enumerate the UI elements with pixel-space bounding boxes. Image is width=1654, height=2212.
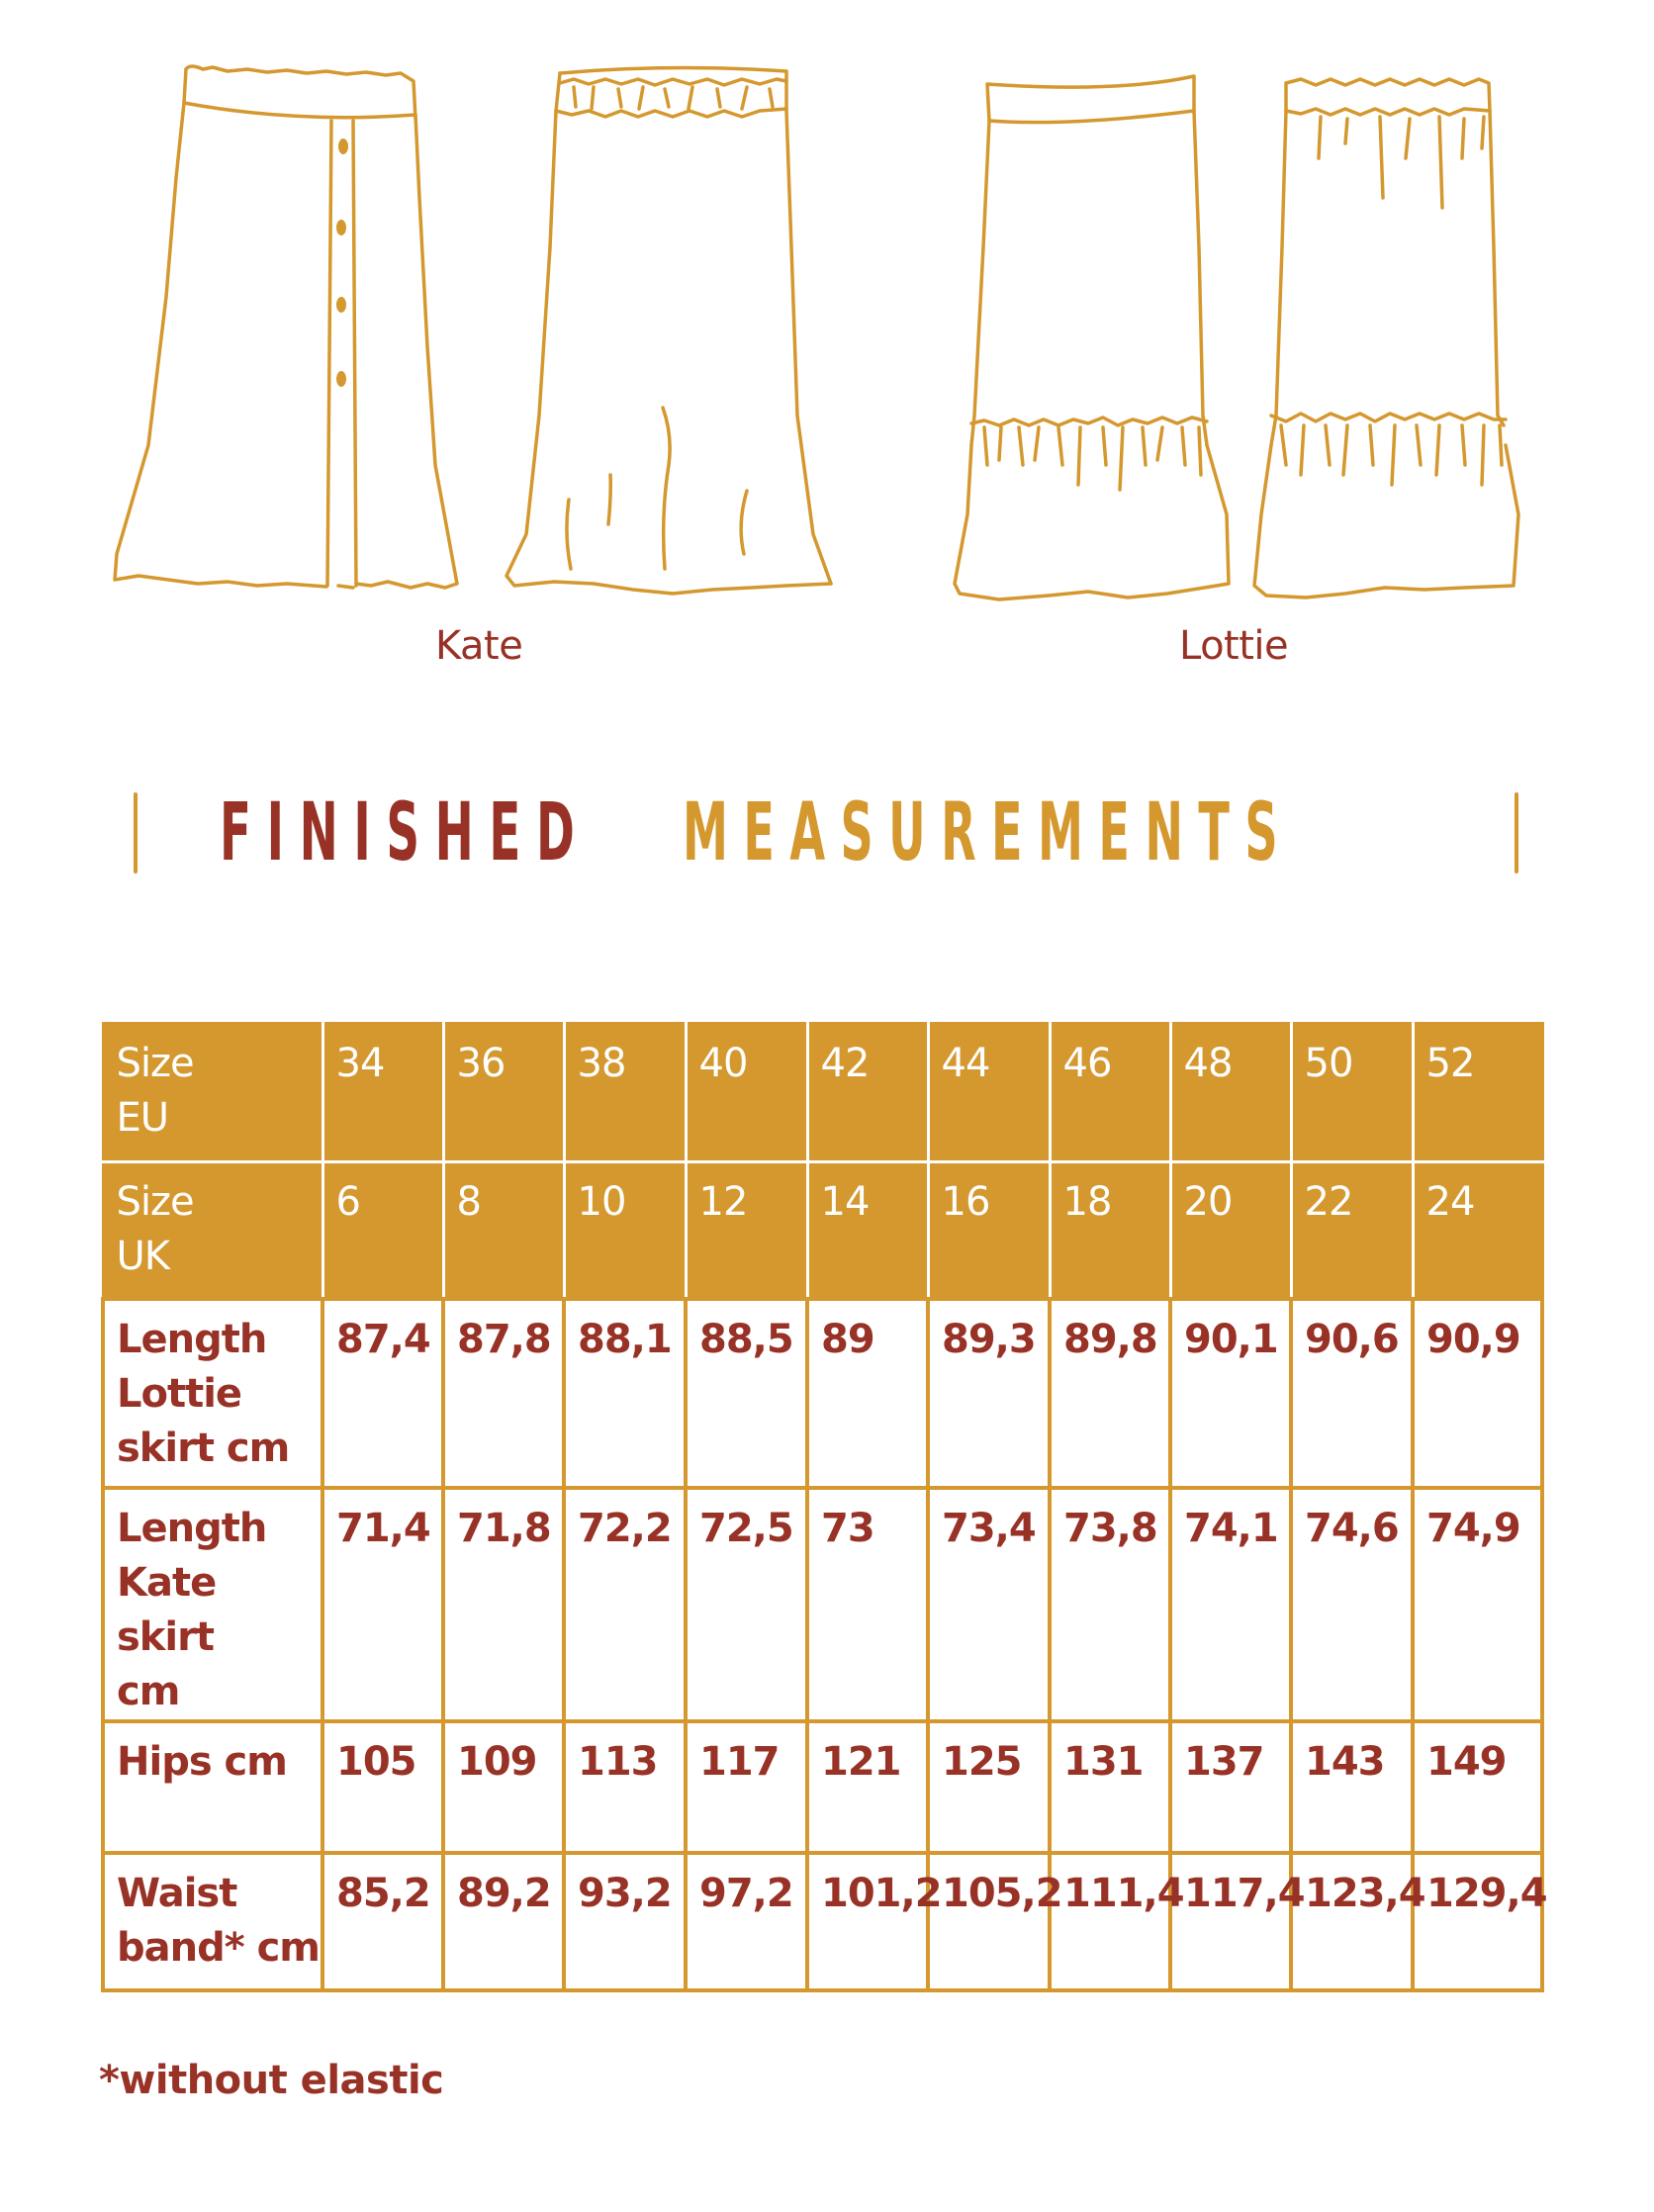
- table-cell: 121: [807, 1721, 928, 1853]
- row-label: [103, 1853, 322, 1990]
- table-cell: 12: [686, 1162, 807, 1299]
- table-cell: 93,2: [564, 1853, 686, 1990]
- table-cell: 105: [322, 1721, 443, 1853]
- table-cell: 72,2: [564, 1488, 686, 1721]
- waistband-row: [103, 1853, 1542, 1990]
- table-cell: 16: [928, 1162, 1050, 1299]
- row-label-line: band* cm: [117, 1924, 320, 1971]
- table-cell: 131: [1050, 1721, 1170, 1853]
- table-cell: 22: [1291, 1162, 1413, 1299]
- table-cell: 34: [322, 1024, 443, 1162]
- table-cell: 90,9: [1413, 1299, 1542, 1488]
- table-cell: 90,6: [1291, 1299, 1413, 1488]
- table-cell: 125: [928, 1721, 1050, 1853]
- table-cell: 20: [1170, 1162, 1291, 1299]
- footnote: *without elastic: [99, 2058, 444, 2103]
- table-cell: 14: [807, 1162, 928, 1299]
- table-cell: 74,1: [1170, 1488, 1291, 1721]
- table-cell: 137: [1170, 1721, 1291, 1853]
- size-eu-row: [103, 1024, 1542, 1162]
- row-label-line: Waist: [117, 1870, 237, 1916]
- row-label-line: EU: [116, 1095, 169, 1141]
- table-cell: 89,8: [1050, 1299, 1170, 1488]
- table-cell: 38: [564, 1024, 686, 1162]
- length-kate-row: [103, 1488, 1542, 1721]
- table-cell: 6: [322, 1162, 443, 1299]
- row-label-line: Lottie: [117, 1370, 242, 1417]
- table-cell: 117,4: [1170, 1853, 1291, 1990]
- row-label: [103, 1721, 322, 1853]
- table-cell: 8: [443, 1162, 564, 1299]
- table-cell: 74,9: [1413, 1488, 1542, 1721]
- table-cell: 105,2: [928, 1853, 1050, 1990]
- size-chart-table: [101, 1022, 1547, 1992]
- table-cell: 10: [564, 1162, 686, 1299]
- row-label-line: Length: [117, 1505, 267, 1551]
- kate-front-skirt-drawing: [115, 66, 457, 588]
- table-cell: 73,8: [1050, 1488, 1170, 1721]
- table-cell: 36: [443, 1024, 564, 1162]
- row-label-line: Kate skirt: [117, 1559, 217, 1660]
- table-cell: 44: [928, 1024, 1050, 1162]
- table-cell: 129,4: [1413, 1853, 1542, 1990]
- table-cell: 73: [807, 1488, 928, 1721]
- table-cell: 72,5: [686, 1488, 807, 1721]
- table-cell: 73,4: [928, 1488, 1050, 1721]
- table-cell: 89,3: [928, 1299, 1050, 1488]
- kate-label: Kate: [435, 623, 523, 669]
- table-cell: 89,2: [443, 1853, 564, 1990]
- table-cell: 143: [1291, 1721, 1413, 1853]
- table-cell: 71,8: [443, 1488, 564, 1721]
- row-label-line: UK: [116, 1234, 170, 1279]
- row-label: [103, 1024, 322, 1162]
- kate-back-skirt-drawing: [506, 67, 831, 594]
- table-cell: 50: [1291, 1024, 1413, 1162]
- lottie-front-skirt-drawing: [955, 76, 1229, 599]
- lottie-label: Lottie: [1179, 623, 1289, 669]
- table-cell: 87,4: [322, 1299, 443, 1488]
- skirt-illustrations: [0, 0, 1654, 692]
- row-label-line: skirt cm: [117, 1425, 290, 1471]
- row-label-line: Size: [116, 1179, 194, 1225]
- table-cell: 71,4: [322, 1488, 443, 1721]
- table-cell: 88,5: [686, 1299, 807, 1488]
- row-label-line: Hips cm: [117, 1738, 287, 1785]
- table-cell: 90,1: [1170, 1299, 1291, 1488]
- title-word-finished: FINISHED: [220, 785, 591, 880]
- row-label-line: cm: [117, 1668, 180, 1714]
- table-cell: 117: [686, 1721, 807, 1853]
- table-cell: 149: [1413, 1721, 1542, 1853]
- table-cell: 101,2: [807, 1853, 928, 1990]
- table-cell: 88,1: [564, 1299, 686, 1488]
- lottie-back-skirt-drawing: [1254, 79, 1518, 598]
- table-cell: 87,8: [443, 1299, 564, 1488]
- table-cell: 89: [807, 1299, 928, 1488]
- title-word-measurements: MEASUREMENTS: [683, 785, 1294, 880]
- table-cell: 85,2: [322, 1853, 443, 1990]
- table-cell: 109: [443, 1721, 564, 1853]
- size-uk-row: [103, 1162, 1542, 1299]
- table-cell: 24: [1413, 1162, 1542, 1299]
- row-label-line: Length: [117, 1316, 267, 1362]
- table-cell: 97,2: [686, 1853, 807, 1990]
- hips-row: [103, 1721, 1542, 1853]
- table-cell: 113: [564, 1721, 686, 1853]
- table-cell: 42: [807, 1024, 928, 1162]
- table-cell: 111,4: [1050, 1853, 1170, 1990]
- row-label: [103, 1162, 322, 1299]
- row-label: [103, 1299, 322, 1488]
- title-left-divider: [134, 792, 138, 874]
- title-right-divider: [1515, 792, 1518, 874]
- row-label-line: Size: [116, 1041, 194, 1086]
- table-cell: 18: [1050, 1162, 1170, 1299]
- table-cell: 46: [1050, 1024, 1170, 1162]
- table-cell: 40: [686, 1024, 807, 1162]
- row-label: [103, 1488, 322, 1721]
- section-title: [0, 787, 1654, 878]
- table-cell: 52: [1413, 1024, 1542, 1162]
- table-cell: 48: [1170, 1024, 1291, 1162]
- length-lottie-row: [103, 1299, 1542, 1488]
- table-cell: 123,4: [1291, 1853, 1413, 1990]
- table-cell: 74,6: [1291, 1488, 1413, 1721]
